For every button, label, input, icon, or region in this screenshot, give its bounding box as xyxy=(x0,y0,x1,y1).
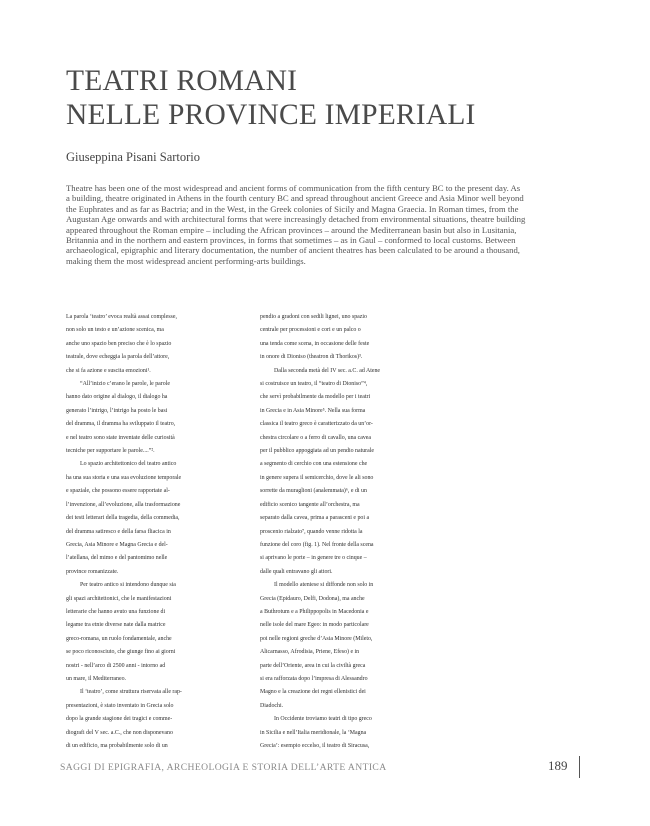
body-text-line: se poco riconosciuto, che giunge fino ai giorni xyxy=(66,649,176,656)
body-text-line: in Grecia e in Asia Minore⁵. Nella sua forma xyxy=(260,407,366,414)
page-number-rule xyxy=(579,756,580,778)
body-text-line: del dramma, il dramma ha sviluppato il teatro, xyxy=(66,421,176,428)
body-text-line: a segmento di cerchio con una estensione che xyxy=(260,461,368,468)
abstract-line: Britannia and in the northern and eastern provinces, in forms that sometimes – as in Gaul – conformed to local customs. Between xyxy=(66,235,516,246)
body-text-line: Il modello ateniese si diffonde non solo in xyxy=(274,582,374,589)
abstract-line: making them the most widespread ancient performing-arts buildings. xyxy=(66,255,306,266)
body-text-line: letterarie che hanno avuto una funzione di xyxy=(66,608,166,615)
title-line-2: NELLE PROVINCE IMPERIALI xyxy=(66,99,476,131)
title-line-1: TEATRI ROMANI xyxy=(66,65,298,97)
body-text-line: edificio scenico tangente all’orchestra, ma xyxy=(260,501,360,508)
body-text-line: funzione del coro (fig. 1). Nel fronte della scena xyxy=(260,541,374,548)
body-text-line: “All’inizio c’erano le parole, le parole xyxy=(80,381,170,388)
body-text-line: dei testi letterari della tragedia, della commedia, xyxy=(66,515,180,522)
body-text-line: si era rafforzata dopo l’impresa di Alessandro xyxy=(260,675,368,682)
body-text-line: teatrale, dove echeggia la parola dell’attore, xyxy=(66,354,170,361)
body-text-line: presentazioni, è stato inventato in Grecia solo xyxy=(66,702,174,709)
body-text-line: che si fa azione e suscita emozioni¹. xyxy=(66,367,151,374)
body-text-line: dalle quali entravano gli attori. xyxy=(260,568,333,575)
body-text-line: greco-romana, un ruolo fondamentale, anche xyxy=(66,635,172,642)
body-text-line: non solo un testo e un’azione scenica, ma xyxy=(66,327,164,334)
abstract xyxy=(66,183,586,266)
body-text-line: di un edificio, ma probabilmente solo di un xyxy=(66,743,168,749)
body-text-line: tecniche per supportare le parole....”². xyxy=(66,448,155,455)
body-text-line: una tenda come scena, in occasione delle feste xyxy=(260,340,370,347)
body-text-line: un mare, il Mediterraneo. xyxy=(66,675,127,682)
body-text-line: Diadochi. xyxy=(260,702,284,709)
body-text-line: Grecia’: esempio eccelso, il teatro di Siracusa, xyxy=(260,743,370,749)
body-text-line: separato dalla cavea, prima a parasceni e poi a xyxy=(260,515,370,522)
body-text-line: si aprivano le porte – in genere tre o cinque – xyxy=(260,555,367,562)
body-text-line: dopo la grande stagione dei tragici e comme- xyxy=(66,716,173,723)
body-text-line: parte dell’Oriente, area in cui la civiltà greca xyxy=(260,662,366,669)
body-text-line: Il ‘teatro’, come struttura riservata alle rap- xyxy=(80,689,182,696)
body-text-line: l’invenzione, all’evoluzione, alla trasformazione xyxy=(66,501,181,508)
body-text-line: Alicarnasso, Afrodisia, Priene, Efeso) e in xyxy=(260,649,360,656)
body-text-line: hanno dato origine al dialogo, il dialogo ha xyxy=(66,394,168,401)
body-text-line: Dalla seconda metà del IV sec. a.C. ad Atene xyxy=(274,367,381,374)
body-text-line: legame tra etnie diverse nate dalla matrice xyxy=(66,622,166,629)
body-text-line: chestra circolare o a ferro di cavallo, una cavea xyxy=(260,434,372,441)
body-text-line: gli spazi architettonici, che le manifestazioni xyxy=(66,595,172,602)
body-text-line: Grecia, Asia Minore e Magna Grecia e del- xyxy=(66,541,168,548)
body-text-line: In Occidente troviamo teatri di tipo greco xyxy=(274,716,372,723)
body-text-line: proscenio rialzato⁷, quando venne ridotta la xyxy=(260,528,363,535)
body-text-line: per il pubblico appoggiata ad un pendio naturale xyxy=(260,448,375,455)
body-text-line: nostri - nell’arco di 2500 anni - intorno ad xyxy=(66,662,166,669)
body-text-line: e spaziale, che possono essere rapportate al- xyxy=(66,488,170,495)
author-name: Giuseppina Pisani Sartorio xyxy=(66,150,201,164)
body-text-line: si costruisce un teatro, il “teatro di Dioniso”⁴, xyxy=(260,381,368,388)
body-text-line: nelle isole del mare Egeo: in modo particolare xyxy=(260,622,369,629)
abstract-line: Theatre has been one of the most widespread and ancient forms of communication from the fifth century BC to the present day. As xyxy=(66,183,521,193)
body-text-line: anche uno spazio ben preciso che è lo spazio xyxy=(66,340,172,347)
abstract-line: the Euphrates and as far as Bactria; and in the West, in the Greek colonies of Sicily and Magna Graecia. In Roman times, from the xyxy=(66,203,519,214)
body-text-line: ha una sua storia e una sua evoluzione temporale xyxy=(66,474,182,481)
body-text-line: pendio a gradoni con sedili lignei, uno spazio xyxy=(260,314,367,320)
body-text-line: generato l’intrigo, l’intrigo ha posto le basi xyxy=(66,407,168,414)
body-text-line: l’atellana, del mimo e del pantomimo nelle xyxy=(66,555,168,562)
abstract-line: Augustan Age onwards and with architectural forms that were increasingly detached from environmental situations, theatre building xyxy=(66,214,526,225)
body-text-line: a Buthrotum e a Philippopolis in Macedonia e xyxy=(260,608,369,615)
body-text-line: in genere supera il semicerchio, dove le ali sono xyxy=(260,474,374,481)
abstract-line: appeared throughout the Roman empire – including the African provinces – around the Mediterranean basin but also in Lusitania, xyxy=(66,224,517,235)
abstract-line: a building, theatre originated in Athens in the fourth century BC and spread throughout ancient Greece and Asia Minor well beyond xyxy=(66,193,524,204)
article-title xyxy=(66,64,586,132)
body-text-line: diografi del V sec. a.C., che non disponevano xyxy=(66,729,173,736)
body-text-line: in Sicilia e nell’Italia meridionale, la ‘Magna xyxy=(260,729,367,736)
body-text-line: in onore di Dioniso (theatron di Thorikos)³. xyxy=(260,354,363,361)
body-text-line: centrale per processioni e cori e un palco o xyxy=(260,327,361,334)
abstract-line: archaeological, epigraphic and literary documentation, the number of ancient theatres has been calculated to be around a thousand, xyxy=(66,245,520,256)
body-text-line: sorrette da muraglioni (analemmata)⁶, e di un xyxy=(260,488,367,495)
body-text-line: classica il teatro greco è caratterizzato da un’or- xyxy=(260,421,373,428)
body-text-line: province romanizzate. xyxy=(66,568,119,575)
body-text-line: Grecia (Epidauro, Delfi, Dodona), ma anche xyxy=(260,595,365,602)
body-text-line: e nel teatro sono state inventate delle curiosità xyxy=(66,434,175,441)
body-text-line: poi nelle regioni greche d’Asia Minore (Mileto, xyxy=(260,635,373,642)
journal-running-footer: SAGGI DI EPIGRAFIA, ARCHEOLOGIA E STORIA DELL’ARTE ANTICA xyxy=(60,762,387,773)
body-text-line: Per teatro antico si intendono dunque sia xyxy=(80,582,176,589)
body-text-line: Lo spazio architettonico del teatro antico xyxy=(80,461,177,468)
body-column-right xyxy=(260,311,510,753)
body-text-line: La parola ‘teatro’ evoca realtà assai complesse, xyxy=(66,314,177,320)
page-number: 189 xyxy=(548,758,568,773)
body-text-line: che servì probabilmente da modello per i teatri xyxy=(260,394,371,401)
body-text-line: Magno e la creazione dei regni ellenistici dei xyxy=(260,689,366,696)
body-text-line: del dramma satiresco e della farsa fliacica in xyxy=(66,528,171,535)
